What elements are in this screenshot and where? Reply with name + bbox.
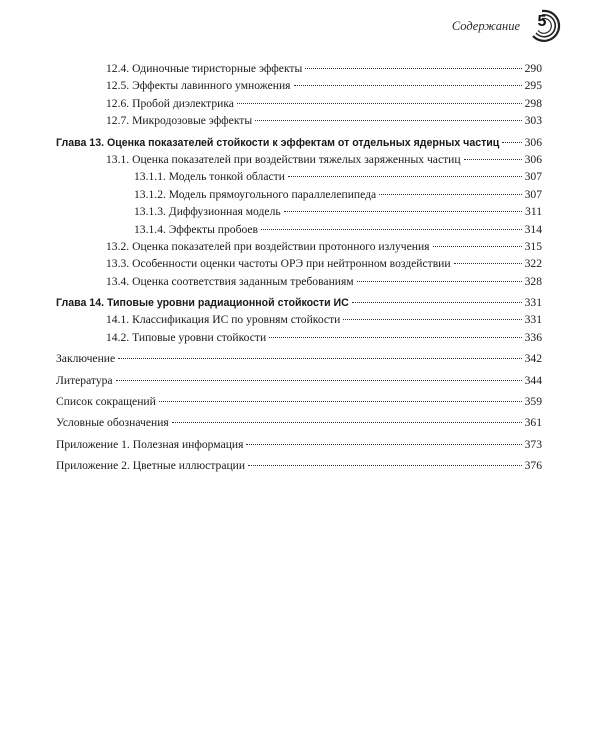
toc-entry-page: 307 (524, 170, 542, 184)
toc-entry (56, 112, 542, 129)
toc-entry-page: 298 (524, 96, 542, 110)
toc-entry-title: 13.1.2. Модель прямоугольного параллелепипеда (134, 187, 377, 201)
leader-dots (352, 302, 522, 303)
toc-entry-page: 359 (524, 395, 542, 409)
toc-entry-title: 14.1. Классификация ИС по уровням стойкости (106, 313, 341, 327)
toc-entry-title: 13.1.4. Эффекты пробоев (134, 222, 259, 236)
leader-dots (379, 194, 521, 195)
toc-entry (56, 221, 542, 238)
toc-entry-title: 13.2. Оценка показателей при воздействии протонного излучения (106, 239, 430, 253)
toc-entry-title: 13.1.3. Диффузионная модель (134, 205, 281, 219)
toc-entry (56, 168, 542, 185)
leader-dots (294, 85, 522, 86)
leader-dots (288, 176, 522, 177)
toc-entry-page: 331 (524, 313, 542, 327)
leader-dots (116, 380, 522, 381)
toc-entry-title: Глава 14. Типовые уровни радиационной стойкости ИС (56, 297, 349, 310)
toc-entry-title: 13.4. Оценка соответствия заданным требованиям (106, 274, 354, 288)
toc-entry-page: 344 (524, 373, 542, 387)
leader-dots (237, 103, 522, 104)
leader-dots (464, 159, 522, 160)
toc-entry-page: 314 (524, 222, 542, 236)
toc-entry-page: 315 (524, 239, 542, 253)
leader-dots (255, 120, 521, 121)
toc-entry-title: 12.6. Пробой диэлектрика (106, 96, 234, 110)
page-header (452, 8, 564, 44)
leader-dots (433, 246, 522, 247)
toc-entry-page: 373 (524, 437, 542, 451)
toc-entry (56, 203, 542, 220)
toc-entry (56, 273, 542, 290)
toc-entry-page: 342 (524, 352, 542, 366)
toc-entry (56, 436, 542, 453)
leader-dots (246, 444, 521, 445)
leader-dots (343, 319, 521, 320)
toc-entry (56, 151, 542, 168)
toc-entry-title: Список сокращений (56, 395, 156, 409)
leader-dots (172, 422, 522, 423)
toc-entry-page: 290 (524, 62, 542, 75)
leader-dots (305, 68, 521, 69)
toc-entry (56, 329, 542, 346)
leader-dots (454, 263, 522, 264)
toc-entry (56, 372, 542, 389)
toc-entry (56, 393, 542, 410)
toc-entry-title: 12.7. Микродозовые эффекты (106, 114, 253, 128)
toc-entry-page: 306 (524, 135, 542, 149)
toc-entry-title: 13.3. Особенности оценки частоты ОРЭ при нейтронном воздействии (106, 257, 451, 271)
running-head-title: Содержание (451, 18, 520, 33)
toc-entry (56, 457, 542, 474)
toc-entry (56, 95, 542, 112)
toc-entry-page: 311 (525, 205, 542, 219)
toc-entry-page: 376 (524, 459, 542, 473)
toc-entry-page: 336 (524, 330, 542, 344)
page-number-badge (528, 8, 564, 44)
toc-entry-title: 12.5. Эффекты лавинного умножения (106, 79, 291, 93)
toc-entry-page: 307 (524, 187, 542, 201)
toc-entry (56, 238, 542, 255)
toc-entry (56, 60, 542, 77)
toc-entry (56, 350, 542, 367)
toc-entry (56, 255, 542, 272)
toc-entry (56, 77, 542, 94)
toc-entry-page: 295 (524, 79, 542, 93)
toc-entry-page: 303 (524, 114, 542, 128)
leader-dots (248, 465, 522, 466)
toc-entry-title: 13.1. Оценка показателей при воздействии тяжелых заряженных частиц (106, 152, 461, 166)
leader-dots (118, 358, 521, 359)
toc-entry-title: 13.1.1. Модель тонкой области (134, 170, 285, 184)
toc-entry-title: 14.2. Типовые уровни стойкости (106, 330, 267, 344)
toc-entry-page: 331 (524, 296, 542, 310)
toc-entry-title: Глава 13. Оценка показателей стойкости к эффектам от отдельных ядерных частиц (56, 136, 500, 149)
toc-entry-title: Заключение (56, 352, 116, 366)
toc-entry-page: 361 (524, 416, 542, 430)
page-number: 5 (537, 13, 547, 30)
table-of-contents (56, 60, 542, 475)
toc-entry-title: Приложение 1. Полезная информация (56, 437, 244, 451)
toc-chapter-entry (56, 134, 542, 151)
leader-dots (261, 229, 522, 230)
toc-chapter-entry (56, 294, 542, 311)
leader-dots (357, 281, 522, 282)
toc-entry-page: 306 (524, 152, 542, 166)
toc-entry (56, 311, 542, 328)
toc-entry (56, 186, 542, 203)
toc-entry-page: 322 (524, 257, 542, 271)
toc-entry-title: Условные обозначения (56, 416, 169, 430)
toc-entry-title: Литература (56, 373, 113, 387)
leader-dots (284, 211, 522, 212)
toc-entry (56, 414, 542, 431)
toc-entry-page: 328 (524, 274, 542, 288)
toc-entry-title: Приложение 2. Цветные иллюстрации (56, 459, 246, 473)
leader-dots (502, 142, 521, 143)
leader-dots (269, 337, 521, 338)
leader-dots (159, 401, 522, 402)
toc-entry-title: 12.4. Одиночные тиристорные эффекты (106, 62, 303, 75)
